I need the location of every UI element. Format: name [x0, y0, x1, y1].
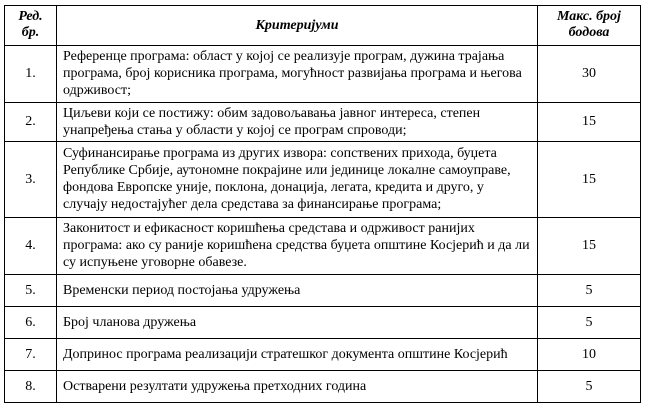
row-number: 5. — [5, 275, 57, 307]
row-points: 5 — [538, 275, 641, 307]
row-criterion: Законитост и ефикасност коришћења средстава и одрживост ранијих програма: ако су раније коришћена средства буџета општине Косјерић и да ли су испуњене уговорне обавезе. — [57, 218, 538, 275]
row-number: 4. — [5, 218, 57, 275]
row-points: 5 — [538, 371, 641, 403]
table-row — [5, 275, 641, 307]
table-row — [5, 142, 641, 218]
row-points: 5 — [538, 307, 641, 339]
header-max-points: Макс. број бодова — [538, 6, 641, 46]
row-criterion: Број чланова дружења — [57, 307, 538, 339]
row-points: 30 — [538, 46, 641, 103]
criteria-table — [4, 5, 641, 403]
row-criterion: Допринос програма реализацији стратешког документа општине Косјерић — [57, 339, 538, 371]
row-points: 15 — [538, 142, 641, 218]
row-criterion: Временски период постојања удружења — [57, 275, 538, 307]
row-points: 10 — [538, 339, 641, 371]
row-number: 6. — [5, 307, 57, 339]
row-points: 15 — [538, 103, 641, 142]
header-criteria: Критеријуми — [57, 6, 538, 46]
row-criterion: Суфинансирање програма из других извора: сопствених прихода, буџета Републике Србије, аутономне покрајине или јединице локалне самоуправе, фондова Европске уније, поклона, донација, легата, кредита и друго, у случају недостајућег дела средстава за финансирање програма; — [57, 142, 538, 218]
row-criterion: Циљеви који се постижу: обим задовољавања јавног интереса, степен унапређења стања у области у којој се програм спроводи; — [57, 103, 538, 142]
row-points: 15 — [538, 218, 641, 275]
table-row — [5, 103, 641, 142]
row-number: 7. — [5, 339, 57, 371]
table-row — [5, 46, 641, 103]
row-criterion: Референце програма: област у којој се реализује програм, дужина трајања програма, број корисника програма, могућност развијања програма и његова одрживост; — [57, 46, 538, 103]
table-row — [5, 218, 641, 275]
row-criterion: Остварени резултати удружења претходних година — [57, 371, 538, 403]
row-number: 2. — [5, 103, 57, 142]
table-header-row — [5, 6, 641, 46]
header-ordinal: Ред. бр. — [5, 6, 57, 46]
row-number: 3. — [5, 142, 57, 218]
table-row — [5, 339, 641, 371]
table-row — [5, 307, 641, 339]
row-number: 8. — [5, 371, 57, 403]
row-number: 1. — [5, 46, 57, 103]
table-row — [5, 371, 641, 403]
